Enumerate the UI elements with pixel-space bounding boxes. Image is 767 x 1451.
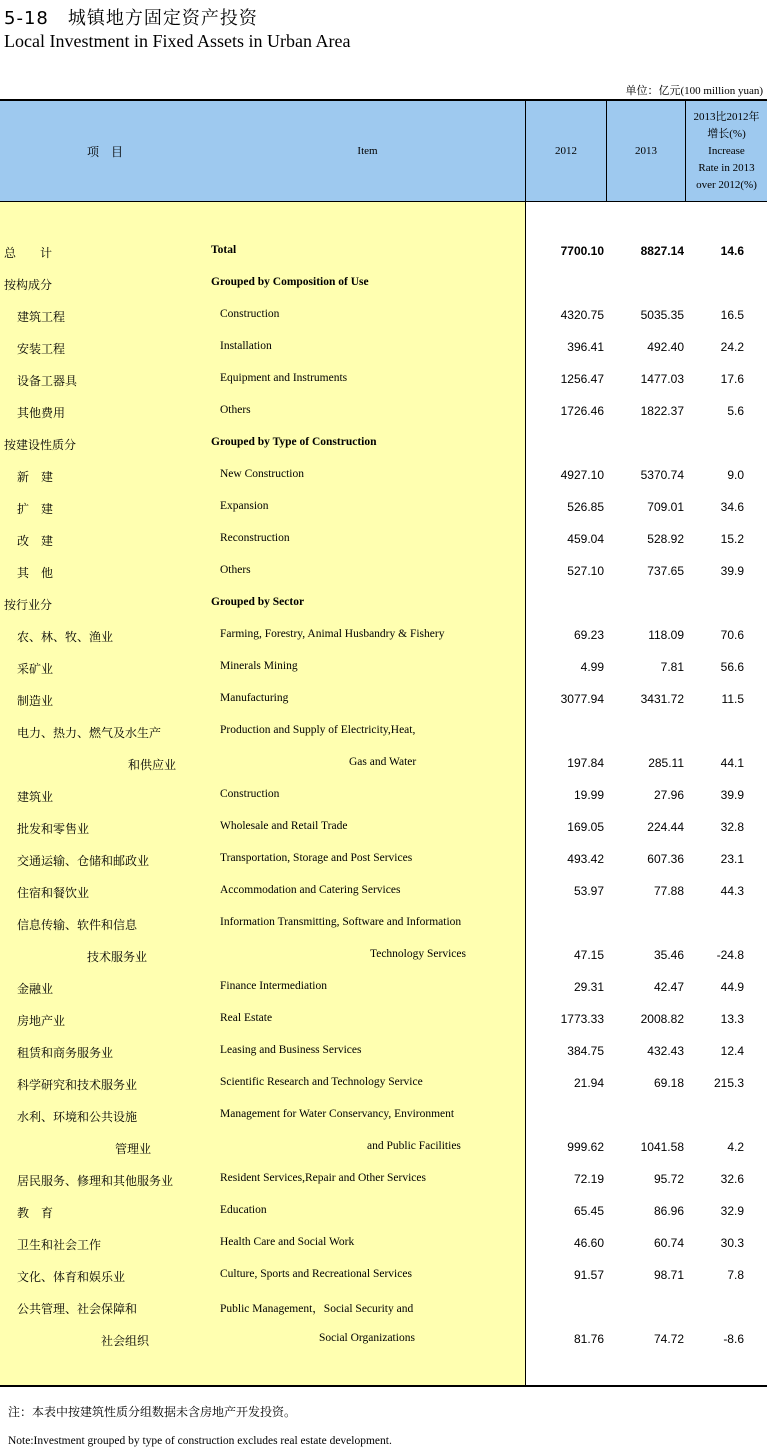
row-label-cn: 设备工器具: [17, 374, 78, 388]
value-2013: 1041.58: [640, 1140, 684, 1154]
row-label-en: Manufacturing: [220, 692, 289, 704]
value-2013: 77.88: [653, 884, 684, 898]
table-row: [0, 939, 767, 971]
row-label-cn: 按构成分: [4, 278, 53, 292]
value-2012: 384.75: [567, 1044, 604, 1058]
title-english: Local Investment in Fixed Assets in Urban Area: [4, 31, 351, 51]
value-2013: 1477.03: [640, 372, 684, 386]
row-label-en: New Construction: [220, 468, 305, 480]
table-row: [0, 1131, 767, 1163]
value-2012: 29.31: [573, 980, 604, 994]
table-row: [0, 459, 767, 491]
row-label-cn: 农、林、牧、渔业: [17, 630, 114, 644]
value-2013: 607.36: [647, 852, 684, 866]
row-label-en: Gas and Water: [349, 756, 417, 768]
header-increase-rate: [686, 101, 767, 201]
table-bottom-rule: [0, 1385, 767, 1387]
increase-rate: 14.6: [720, 244, 744, 258]
increase-rate: 9.0: [727, 468, 744, 482]
increase-rate: 32.6: [720, 1172, 744, 1186]
value-2012: 53.97: [573, 884, 604, 898]
value-2012: 4927.10: [560, 468, 604, 482]
row-label-en: Transportation, Storage and Post Services: [220, 852, 413, 864]
row-label-cn: 电力、热力、燃气及水生产: [17, 726, 162, 740]
increase-rate: 4.2: [727, 1140, 744, 1154]
value-2012: 72.19: [573, 1172, 604, 1186]
header-item-cn: 项 目: [86, 144, 123, 159]
table-row: [0, 523, 767, 555]
value-2013: 35.46: [653, 948, 684, 962]
value-2012: 526.85: [567, 500, 604, 514]
increase-rate: 12.4: [720, 1044, 744, 1058]
table-header: [0, 101, 767, 202]
row-label-en: Grouped by Type of Construction: [211, 436, 377, 448]
row-label-en: Total: [211, 244, 237, 256]
table-row: [0, 1035, 767, 1067]
value-2012: 19.99: [573, 788, 604, 802]
increase-rate: 30.3: [720, 1236, 744, 1250]
row-label-cn: 水利、环境和公共设施: [17, 1110, 138, 1124]
value-2013: 5370.74: [640, 468, 684, 482]
row-label-cn: 和供应业: [128, 758, 177, 772]
row-label-cn: 技术服务业: [87, 950, 148, 964]
row-label-cn: 建筑业: [17, 790, 54, 804]
increase-rate: 39.9: [720, 564, 744, 578]
row-label-en: Production and Supply of Electricity,Heat,: [220, 724, 416, 736]
value-2012: 493.42: [567, 852, 604, 866]
column-divider: [685, 101, 686, 201]
value-2012: 197.84: [567, 756, 604, 770]
table-row: [0, 1067, 767, 1099]
table-row: [0, 299, 767, 331]
row-label-en: Health Care and Social Work: [220, 1236, 355, 1248]
row-label-cn: 卫生和社会工作: [17, 1238, 102, 1252]
unit-label: 单位：亿元(100 million yuan): [625, 85, 763, 97]
header-rate-line: 2013比2012年: [693, 110, 760, 123]
value-2013: 60.74: [653, 1236, 684, 1250]
value-2012: 4320.75: [560, 308, 604, 322]
increase-rate: -8.6: [723, 1332, 744, 1346]
row-label-en: Leasing and Business Services: [220, 1044, 362, 1056]
row-label-cn: 其他费用: [17, 406, 66, 420]
value-2013: 1822.37: [640, 404, 684, 418]
increase-rate: 23.1: [720, 852, 744, 866]
value-2012: 3077.94: [560, 692, 604, 706]
table-row: [0, 811, 767, 843]
row-label-cn: 公共管理、社会保障和: [17, 1302, 138, 1316]
table-row: [0, 875, 767, 907]
row-label-en: Resident Services,Repair and Other Services: [220, 1172, 426, 1184]
column-divider: [606, 101, 607, 201]
header-rate-line: over 2012(%): [696, 178, 757, 191]
table-row: [0, 651, 767, 683]
value-2013: 7.81: [660, 660, 684, 674]
row-label-cn: 科学研究和技术服务业: [17, 1078, 138, 1092]
increase-rate: 32.8: [720, 820, 744, 834]
value-2013: 42.47: [653, 980, 684, 994]
value-2013: 95.72: [653, 1172, 684, 1186]
row-label-en: Expansion: [220, 500, 269, 512]
row-label-en: Equipment and Instruments: [220, 372, 348, 384]
table-row: [0, 427, 767, 459]
table-row: [0, 587, 767, 619]
header-rate-line: Rate in 2013: [698, 161, 755, 174]
row-label-en: Management for Water Conservancy, Environment: [220, 1108, 455, 1120]
value-2013: 528.92: [647, 532, 684, 546]
row-label-cn: 金融业: [17, 982, 54, 996]
row-label-cn: 其 他: [17, 566, 54, 580]
row-label-cn: 按行业分: [4, 598, 53, 612]
value-2012: 1726.46: [560, 404, 604, 418]
row-label-en: Technology Services: [370, 948, 466, 960]
row-label-en: Farming, Forestry, Animal Husbandry & Fishery: [220, 628, 445, 640]
table-row: [0, 715, 767, 747]
row-label-cn: 管理业: [115, 1142, 152, 1156]
row-label-cn: 按建设性质分: [4, 438, 77, 452]
table-row: [0, 1003, 767, 1035]
row-label-en: Grouped by Composition of Use: [211, 276, 369, 288]
table-row: [0, 491, 767, 523]
value-2012: 396.41: [567, 340, 604, 354]
table-row: [0, 971, 767, 1003]
value-2013: 737.65: [647, 564, 684, 578]
table-row: [0, 395, 767, 427]
row-label-cn: 制造业: [17, 694, 54, 708]
row-label-cn: 文化、体育和娱乐业: [17, 1270, 126, 1284]
row-label-en: Information Transmitting, Software and Information: [220, 916, 462, 928]
increase-rate: 13.3: [720, 1012, 744, 1026]
table-row: [0, 619, 767, 651]
table-row: [0, 843, 767, 875]
increase-rate: 70.6: [720, 628, 744, 642]
increase-rate: 15.2: [720, 532, 744, 546]
value-2013: 98.71: [653, 1268, 684, 1282]
row-label-en: Construction: [220, 788, 280, 800]
row-label-en: Public Management，Social Security and: [220, 1303, 414, 1315]
row-label-en: and Public Facilities: [367, 1140, 461, 1152]
value-2012: 999.62: [567, 1140, 604, 1154]
row-label-en: Minerals Mining: [220, 660, 298, 672]
row-label-en: Social Organizations: [319, 1332, 415, 1344]
table-row: [0, 1259, 767, 1291]
table-row: [0, 331, 767, 363]
increase-rate: -24.8: [716, 948, 744, 962]
value-2013: 432.43: [647, 1044, 684, 1058]
increase-rate: 44.3: [720, 884, 744, 898]
row-label-en: Reconstruction: [220, 532, 290, 544]
row-label-en: Others: [220, 564, 251, 576]
title-chinese: 5-18 城镇地方固定资产投资: [4, 8, 258, 29]
table-row: [0, 907, 767, 939]
row-label-cn: 交通运输、仓储和邮政业: [17, 854, 150, 868]
row-label-cn: 采矿业: [17, 662, 54, 676]
value-2013: 8827.14: [640, 244, 684, 258]
value-2013: 5035.35: [640, 308, 684, 322]
note-english: Note:Investment grouped by type of construction excludes real estate development.: [8, 1435, 392, 1447]
table-row: [0, 363, 767, 395]
value-2012: 169.05: [567, 820, 604, 834]
table-row: [0, 683, 767, 715]
value-2012: 81.76: [573, 1332, 604, 1346]
row-label-cn: 租赁和商务服务业: [17, 1046, 114, 1060]
increase-rate: 7.8: [727, 1268, 744, 1282]
header-item-en: Item: [357, 145, 378, 157]
value-2012: 46.60: [573, 1236, 604, 1250]
value-2013: 2008.82: [640, 1012, 684, 1026]
row-label-en: Accommodation and Catering Services: [220, 884, 401, 896]
increase-rate: 215.3: [713, 1076, 744, 1090]
table-row: [0, 779, 767, 811]
value-2013: 709.01: [647, 500, 684, 514]
increase-rate: 56.6: [720, 660, 744, 674]
increase-rate: 44.9: [720, 980, 744, 994]
value-2012: 91.57: [573, 1268, 604, 1282]
value-2012: 1773.33: [560, 1012, 604, 1026]
value-2012: 527.10: [567, 564, 604, 578]
table-row: [0, 1323, 767, 1355]
row-label-en: Grouped by Sector: [211, 596, 305, 608]
row-label-cn: 房地产业: [17, 1014, 66, 1028]
row-label-en: Education: [220, 1204, 267, 1216]
increase-rate: 39.9: [720, 788, 744, 802]
value-2013: 27.96: [653, 788, 684, 802]
value-2012: 69.23: [573, 628, 604, 642]
row-label-en: Real Estate: [220, 1012, 273, 1024]
row-label-en: Scientific Research and Technology Service: [220, 1076, 423, 1088]
value-2012: 47.15: [573, 948, 604, 962]
value-2013: 74.72: [653, 1332, 684, 1346]
value-2012: 7700.10: [560, 244, 604, 258]
value-2012: 21.94: [573, 1076, 604, 1090]
row-label-en: Installation: [220, 340, 272, 352]
value-2012: 459.04: [567, 532, 604, 546]
increase-rate: 17.6: [720, 372, 744, 386]
table-row: [0, 1227, 767, 1259]
value-2013: 69.18: [653, 1076, 684, 1090]
table-row: [0, 235, 767, 267]
increase-rate: 16.5: [720, 308, 744, 322]
increase-rate: 34.6: [720, 500, 744, 514]
increase-rate: 32.9: [720, 1204, 744, 1218]
value-2012: 4.99: [580, 660, 604, 674]
row-label-en: Finance Intermediation: [220, 980, 327, 992]
increase-rate: 24.2: [720, 340, 744, 354]
table-row: [0, 1099, 767, 1131]
table-row: [0, 1291, 767, 1323]
value-2012: 65.45: [573, 1204, 604, 1218]
row-label-en: Construction: [220, 308, 280, 320]
value-2013: 224.44: [647, 820, 684, 834]
row-label-cn: 社会组织: [101, 1334, 150, 1348]
row-label-cn: 改 建: [17, 534, 54, 548]
header-rate-line: 增长(%): [707, 127, 746, 140]
note-chinese: 注：本表中按建筑性质分组数据未含房地产开发投资。: [8, 1405, 297, 1419]
row-label-cn: 教 育: [17, 1206, 54, 1220]
row-label-cn: 住宿和餐饮业: [17, 886, 90, 900]
row-label-cn: 建筑工程: [17, 310, 66, 324]
table-row: [0, 555, 767, 587]
row-label-cn: 扩 建: [17, 502, 54, 516]
row-label-cn: 信息传输、软件和信息: [17, 918, 138, 932]
table-row: [0, 1163, 767, 1195]
value-2013: 86.96: [653, 1204, 684, 1218]
value-2012: 1256.47: [560, 372, 604, 386]
table-row: [0, 267, 767, 299]
row-label-en: Others: [220, 404, 251, 416]
row-label-cn: 总 计: [4, 246, 53, 260]
row-label-cn: 新 建: [17, 470, 54, 484]
table-row: [0, 1195, 767, 1227]
row-label-cn: 居民服务、修理和其他服务业: [17, 1174, 174, 1188]
header-2012: 2012: [555, 145, 577, 157]
value-2013: 118.09: [648, 628, 684, 642]
row-label-cn: 批发和零售业: [17, 822, 90, 836]
table-row: [0, 747, 767, 779]
header-rate-line: Increase: [708, 144, 745, 157]
value-2013: 492.40: [647, 340, 684, 354]
value-2013: 3431.72: [640, 692, 684, 706]
row-label-en: Culture, Sports and Recreational Services: [220, 1268, 412, 1280]
header-2013: 2013: [635, 145, 657, 157]
increase-rate: 11.5: [721, 692, 744, 706]
increase-rate: 5.6: [727, 404, 744, 418]
row-label-cn: 安装工程: [17, 342, 66, 356]
value-2013: 285.11: [648, 756, 684, 770]
row-label-en: Wholesale and Retail Trade: [220, 820, 348, 832]
increase-rate: 44.1: [720, 756, 744, 770]
